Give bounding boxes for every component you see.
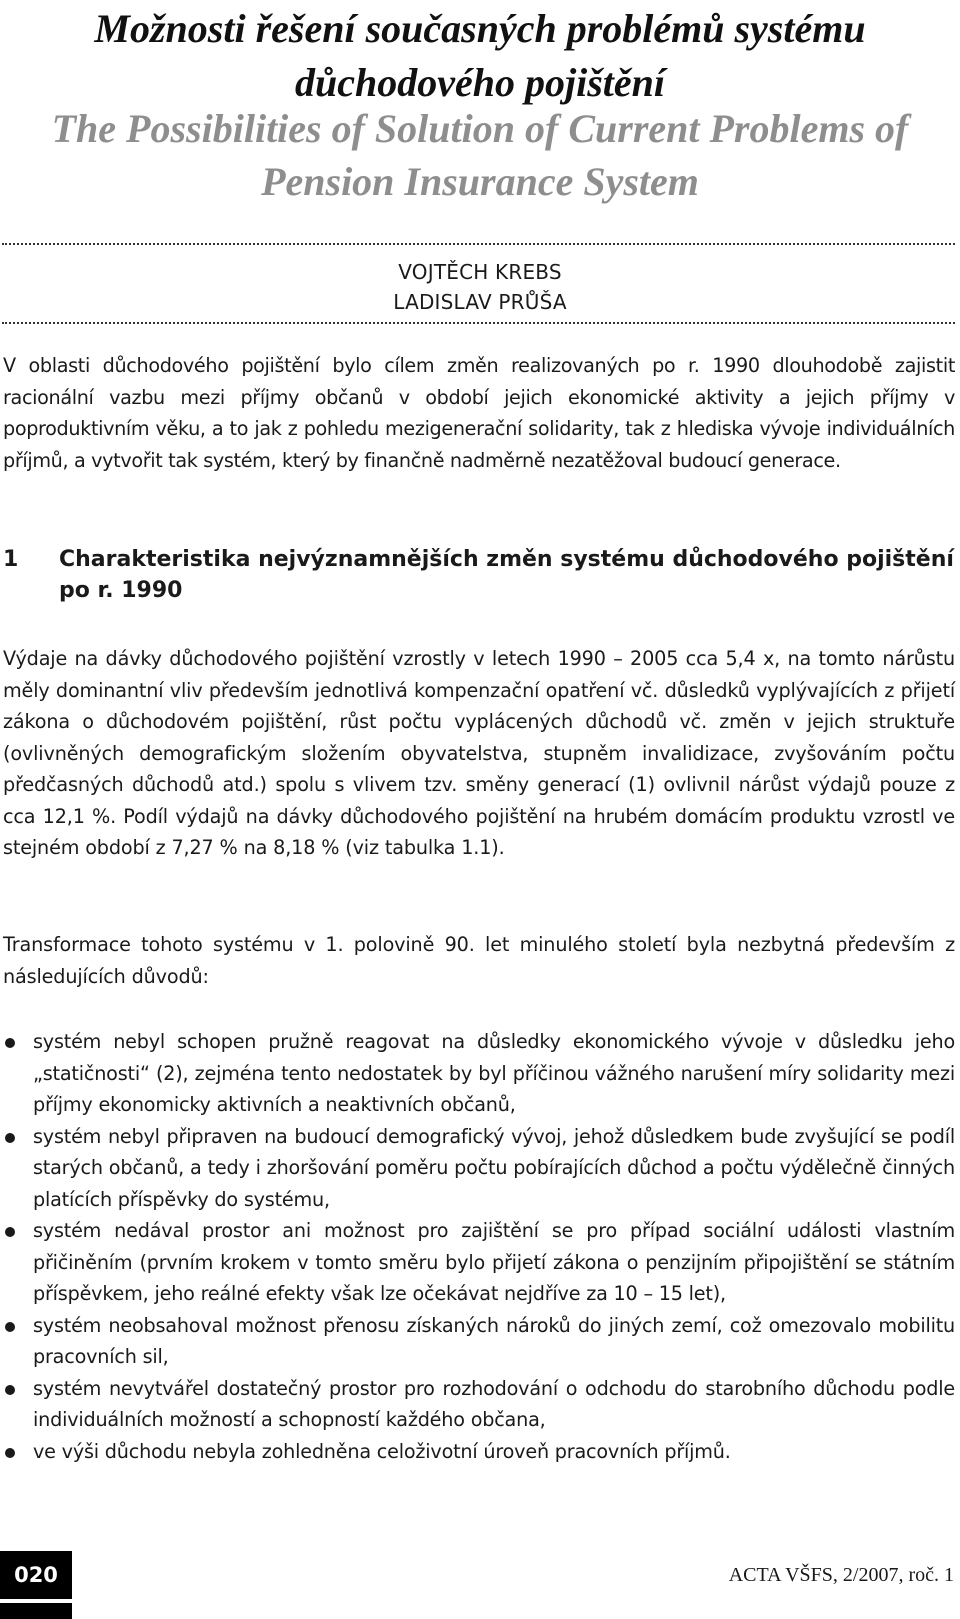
list-item bbox=[3, 1310, 955, 1373]
intro-paragraph: V oblasti důchodového pojištění bylo cílem změn realizovaných po r. 1990 dlouhodobě zajistit racionální vazbu mezi příjmy občanů v období jejich ekonomické aktivity a jejich příjmy v poproduktivním věku, a to jak z pohledu mezigenerační solidarity, tak z hlediska vývoje individuálních příjmů, a vytvořit tak systém, který by finančně nadměrně nezatěžoval budoucí generace. bbox=[3, 354, 955, 472]
bullet-icon bbox=[5, 1133, 15, 1143]
list-item bbox=[3, 1436, 955, 1468]
reasons-list bbox=[3, 1026, 955, 1467]
bullet-icon bbox=[5, 1227, 15, 1237]
body-paragraph: Výdaje na dávky důchodového pojištění vzrostly v letech 1990 – 2005 cca 5,4 x, na tomto nárůstu měly dominantní vliv především jednotlivá kompenzační opatření vč. důsledků vyplývajících z přijetí zákona o důchodovém pojištění, růst počtu vyplácených důchodů vč. změn v jejich struktuře (ovlivněných demografickým složením obyvatelstva, stupněm invalidizace, zvyšováním počtu předčasných důchodů atd.) spolu s vlivem tzv. směny generací (1) ovlivnil nárůst výdajů pouze z cca 12,1 %. Podíl výdajů na dávky důchodového pojištění na hrubém domácím produktu vzrostl ve stejném období z 7,27 % na 8,18 % (viz tabulka 1.1). bbox=[3, 647, 955, 859]
page-tab-decoration bbox=[0, 1603, 72, 1619]
list-item-text: systém neobsahoval možnost přenosu získaných nároků do jiných zemí, což omezovalo mobilitu pracovních sil, bbox=[33, 1313, 955, 1368]
list-item bbox=[3, 1121, 955, 1216]
list-item-text: systém nebyl schopen pružně reagovat na důsledky ekonomického vývoje v důsledku jeho „statičnosti“ (2), zejména tento nedostatek by byl příčinou vážného narušení míry solidarity mezi příjmy ekonomicky aktivních a neaktivních občanů, bbox=[33, 1030, 955, 1116]
dotted-rule-bottom bbox=[2, 322, 955, 324]
author-name: LADISLAV PRŮŠA bbox=[393, 290, 567, 314]
page-number: 020 bbox=[0, 1551, 72, 1599]
list-item bbox=[3, 1373, 955, 1436]
author-list bbox=[0, 257, 960, 317]
bullet-icon bbox=[5, 1448, 15, 1458]
author-name: VOJTĚCH KREBS bbox=[398, 260, 562, 284]
title-czech: Možnosti řešení současných problémů systému důchodového pojištění bbox=[94, 6, 866, 105]
body-paragraph: Transformace tohoto systému v 1. polovině 90. let minulého století byla nezbytná především z následujících důvodů: bbox=[3, 933, 955, 988]
list-item bbox=[3, 1026, 955, 1121]
list-item-text: systém nedával prostor ani možnost pro zajištění se pro případ sociální události vlastním přičiněním (prvním krokem v tomto směru bylo přijetí zákona o penzijním připojištění se státním příspěvkem, jeho reálné efekty však lze očekávat nejdříve za 10 – 15 let), bbox=[33, 1219, 955, 1305]
list-item-text: systém nevytvářel dostatečný prostor pro rozhodování o odchodu do starobního důchodu podle individuálních možností a schopností každého občana, bbox=[33, 1376, 955, 1431]
section-number: 1 bbox=[3, 547, 19, 572]
bullet-icon bbox=[5, 1038, 15, 1048]
list-item bbox=[3, 1215, 955, 1310]
journal-citation: ACTA VŠFS, 2/2007, roč. 1 bbox=[728, 1564, 954, 1586]
section-title: Charakteristika nejvýznamnějších změn systému důchodového pojištění po r. 1990 bbox=[59, 547, 954, 603]
list-item-text: systém nebyl připraven na budoucí demografický vývoj, jehož důsledkem bude zvyšující se podíl starých občanů, a tedy i zhoršování poměru počtu pobírajících důchod a počtu výdělečně činných platících příspěvky do systému, bbox=[33, 1124, 955, 1211]
bullet-icon bbox=[5, 1385, 15, 1395]
list-item-text: ve výši důchodu nebyla zohledněna celoživotní úroveň pracovních příjmů. bbox=[33, 1439, 731, 1463]
dotted-rule-top bbox=[2, 243, 955, 245]
section-heading bbox=[3, 544, 955, 606]
title-english: The Possibilities of Solution of Current Problems of Pension Insurance System bbox=[51, 106, 909, 204]
bullet-icon bbox=[5, 1322, 15, 1332]
